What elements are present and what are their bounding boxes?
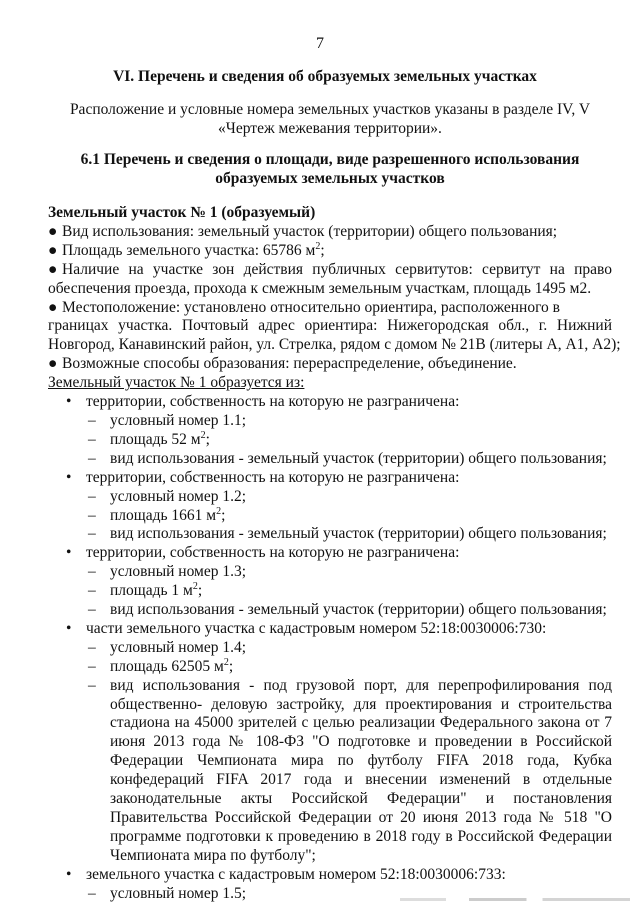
intro-line: Расположение и условные номера земельных участков указаны в разделе IV, V [69, 101, 591, 118]
source-group-item: – условный номер 1.3; [88, 563, 247, 581]
source-group [48, 620, 612, 866]
usage-item: ● Вид использования: земельный участок (территории) общего пользования; [48, 222, 558, 240]
dash-icon: – [88, 638, 96, 656]
source-group-item: – площадь 1 $м^2$; [88, 580, 203, 600]
source-group-title: • территории, собственность на которую не разграничена: [66, 393, 460, 411]
subsection-title-line: 6.1 Перечень и сведения о площади, виде разрешенного использования [80, 151, 580, 168]
area-item: ● Площадь земельного участка: 65786 $м^2$; [48, 240, 325, 259]
source-group-item: – площадь 62505 $м^2$; [88, 656, 234, 675]
source-group-item: – условный номер 1.1; [88, 411, 247, 429]
intro-paragraph [40, 100, 620, 138]
source-group-item: – вид использования - земельный участок (территории) общего пользования; [88, 525, 607, 543]
source-group [48, 469, 612, 545]
dash-icon: – [88, 601, 96, 619]
parcel-description [48, 204, 621, 904]
formed-from-heading: Земельный участок № 1 образуется из: [48, 374, 305, 392]
source-group-item: – площадь 52 $м^2$; [88, 429, 210, 448]
source-group-item: – вид использования - земельный участок (территории) общего пользования; [88, 601, 607, 619]
dash-icon: – [88, 449, 96, 467]
source-group-item: – вид использования - земельный участок (территории) общего пользования; [88, 449, 607, 467]
methods-item: ● Возможные способы образования: перераспределение, объединение. [48, 355, 517, 373]
dash-icon: – [88, 582, 96, 600]
source-group-title: • территории, собственность на которую не разграничена: [66, 544, 460, 562]
bullet-icon: • [66, 468, 72, 486]
source-group-item: – вид использования - под грузовой порт, для перепрофилирования под общественно- деловую застройку, для проектирования и строительства стадиона на 45000 зрителей с целью реализации Федерального закона от 7 июня 2013 года № 108-ФЗ "О подготовке и проведении в Российской Федерации Чемпионата мира по футболу FIFA 2018 года, Кубка конфедераций FIFA 2017 года и внесении изменений в отдельные законодательные акты Российской Федерации" и постановления Правительства Российской Федерации от 20 июня 2013 года № 518 "О программе подготовки к проведению в 2018 году в Российской Федерации Чемпионата мира по футболу"; [88, 676, 612, 864]
source-group-item: – площадь 1661 $м^2$; [88, 505, 226, 524]
subsection-title-line: образуемых земельных участков [215, 170, 445, 187]
dash-icon: – [88, 676, 96, 694]
bullet-icon: • [66, 393, 72, 411]
intro-line: «Чертеж межевания территории». [218, 120, 442, 137]
source-group-title: • части земельного участка с кадастровым номером 52:18:0030006:730: [66, 619, 547, 637]
bullet-icon: • [66, 865, 72, 883]
location-item: ● Местоположение: установлено относительно ориентира, расположенного в границах участка. Почтовый адрес ориентира: Нижегородская обл., г. Нижний Новгород, Канавинский район, ул. Стрелка, рядом с домом № 21В (литеры А, А1, А2); [48, 298, 621, 354]
source-group-title: • земельного участка с кадастровым номером 52:18:0030006:733: [66, 865, 506, 883]
dash-icon: – [88, 506, 96, 524]
source-group [48, 393, 612, 469]
source-group [48, 544, 612, 620]
dash-icon: – [88, 525, 96, 543]
dash-icon: – [88, 657, 96, 675]
source-groups [48, 393, 612, 903]
bullet-icon: • [66, 544, 72, 562]
subsection-title [40, 150, 620, 188]
bullet-icon: ● [48, 298, 58, 316]
bullet-icon: ● [48, 355, 58, 373]
servitude-item: ● Наличие на участке зон действия публичных сервитутов: сервитут на право обеспечения проезда, прохода к смежным земельным участкам, площадь 1495 м2. [48, 260, 612, 297]
dash-icon: – [88, 487, 96, 505]
source-group-item: – условный номер 1.4; [88, 638, 247, 656]
bullet-icon: ● [48, 260, 58, 278]
scan-artifact [400, 898, 630, 901]
source-group-title: • территории, собственность на которую не разграничена: [66, 468, 460, 486]
dash-icon: – [88, 563, 96, 581]
bullet-icon: • [66, 619, 72, 637]
dash-icon: – [88, 430, 96, 448]
bullet-icon: ● [48, 241, 58, 259]
parcel-title: Земельный участок № 1 (образуемый) [48, 204, 316, 221]
dash-icon: – [88, 411, 96, 429]
bullet-icon: ● [48, 222, 58, 240]
page-number: 7 [316, 35, 324, 52]
source-group-item: – условный номер 1.5; [88, 884, 247, 902]
source-group-item: – условный номер 1.2; [88, 487, 247, 505]
dash-icon: – [88, 884, 96, 902]
section-title: VI. Перечень и сведения об образуемых земельных участках [113, 68, 537, 85]
